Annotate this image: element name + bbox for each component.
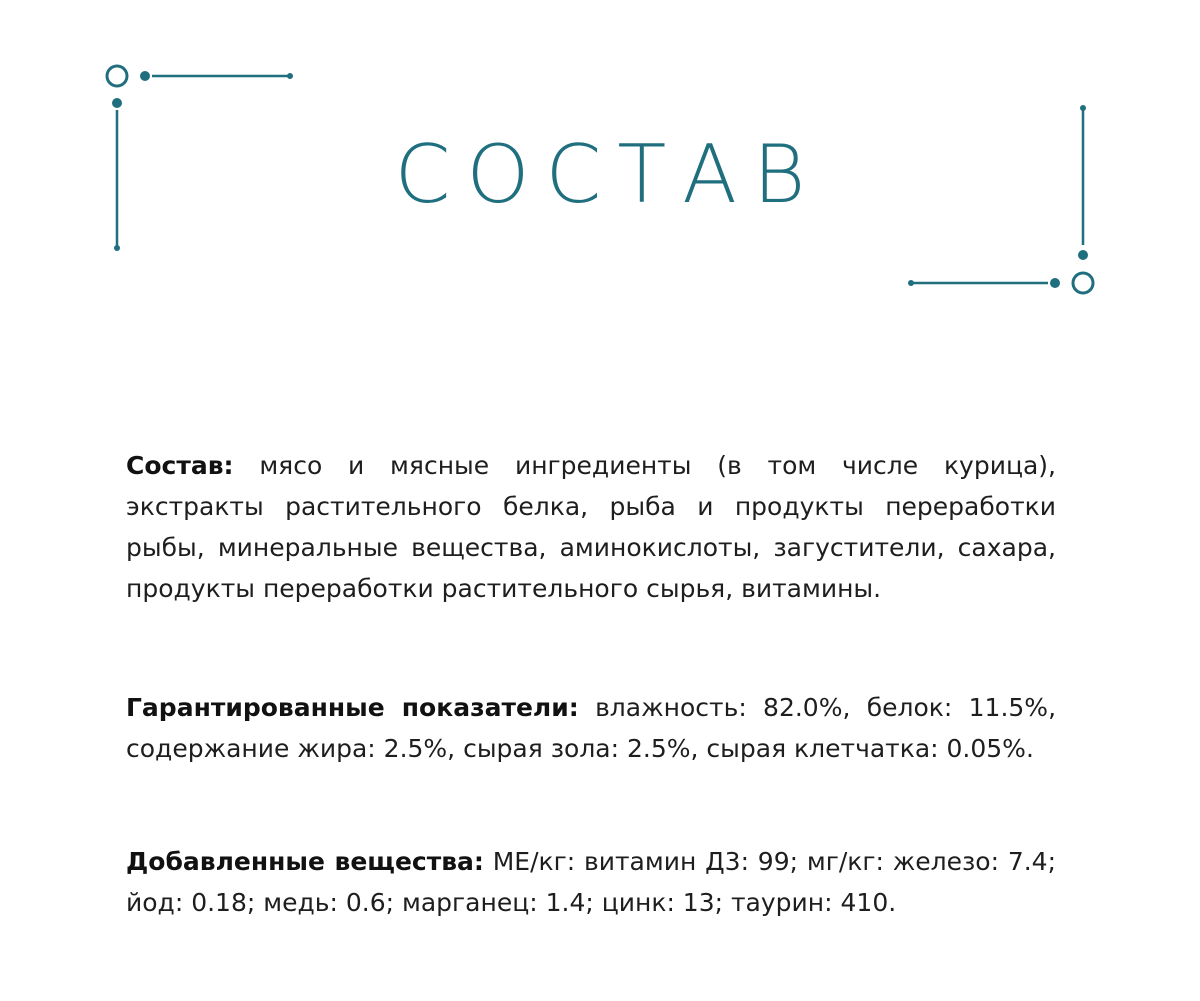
ring-icon bbox=[107, 66, 127, 86]
dot-icon bbox=[1078, 250, 1088, 260]
guaranteed-label: Гарантированные показатели: bbox=[126, 693, 579, 722]
dot-icon bbox=[1050, 278, 1060, 288]
guaranteed-paragraph bbox=[126, 687, 1056, 769]
page-title: СОСТАВ bbox=[394, 128, 822, 221]
content-block bbox=[126, 445, 1056, 923]
guaranteed-text: влажность: 82.0%, белок: 11.5%, содержание жира: 2.5%, сырая зола: 2.5%, сырая клетчатка: 0.05%. bbox=[126, 693, 1057, 763]
additives-label: Добавленные вещества: bbox=[126, 847, 484, 876]
ring-icon bbox=[1073, 273, 1093, 293]
composition-label: Состав: bbox=[126, 451, 234, 480]
composition-text: мясо и мясные ингредиенты (в том числе курица), экстракты растительного белка, рыба и продукты переработки рыбы, минеральные вещества, аминокислоты, загустители, сахара, продукты переработки растительного сырья, витамины. bbox=[126, 451, 1056, 603]
additives-paragraph bbox=[126, 841, 1056, 923]
dot-icon bbox=[112, 98, 122, 108]
line-end-dot bbox=[114, 245, 120, 251]
line-end-dot bbox=[287, 73, 293, 79]
composition-paragraph bbox=[126, 445, 1056, 609]
dot-icon bbox=[140, 71, 150, 81]
additives-text: МЕ/кг: витамин Д3: 99; мг/кг: железо: 7.4; йод: 0.18; медь: 0.6; марганец: 1.4; цинк: 13; таурин: 410. bbox=[126, 847, 1057, 917]
